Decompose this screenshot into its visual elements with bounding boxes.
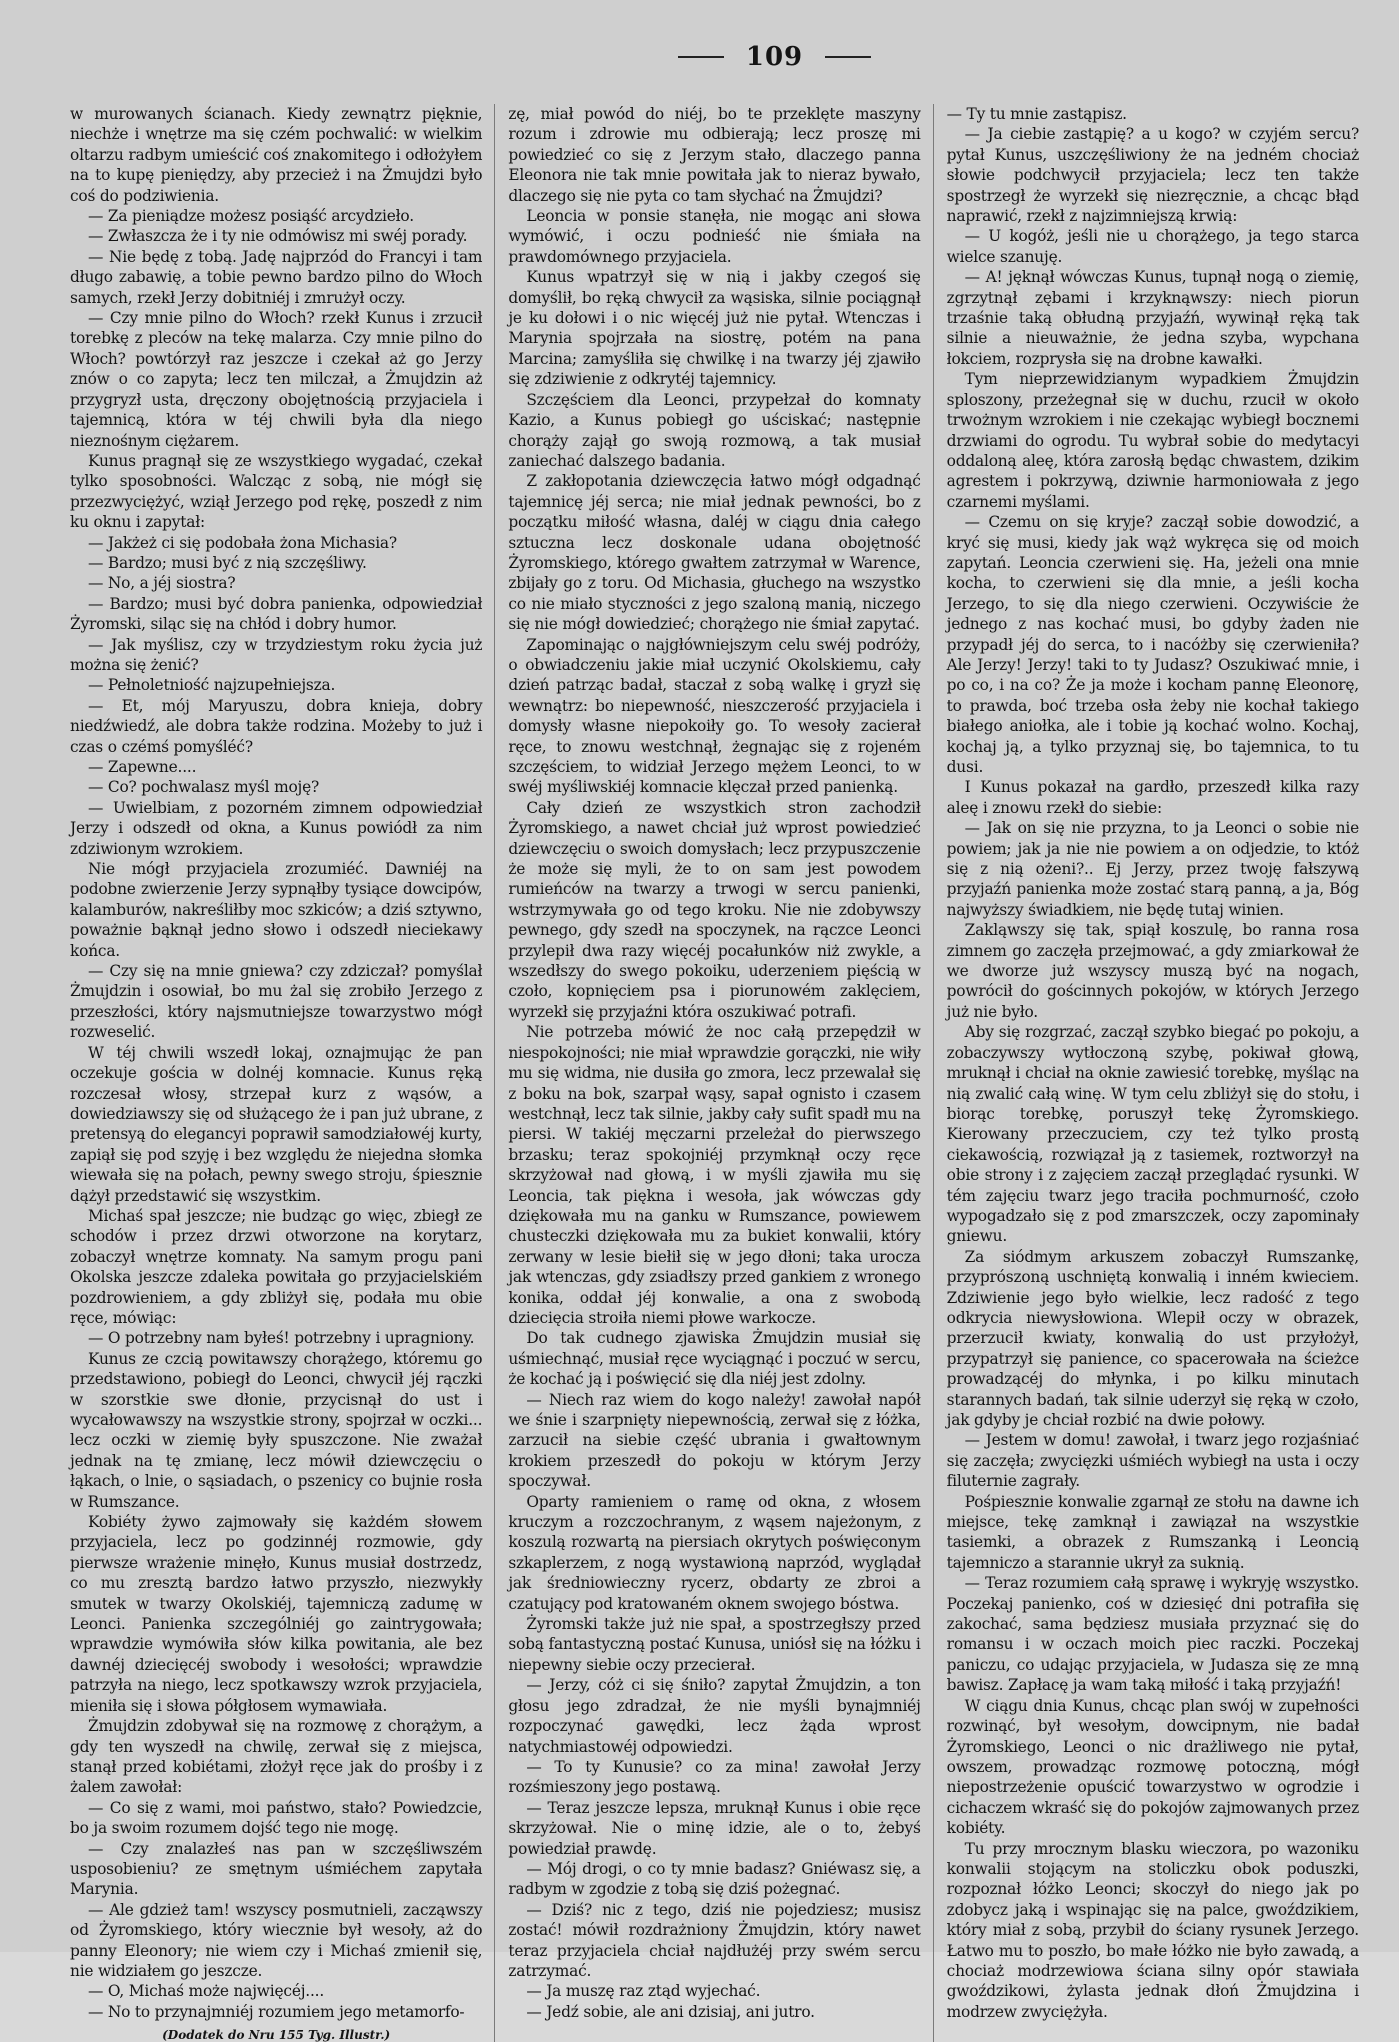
paragraph: — Pełnoletniość najzupełniejsza.: [88, 676, 336, 695]
paragraph: — Jak on się nie przyzna, to ja Leonci o sobie nie powiem; jak ja nie nie powiem a on odjedzie, to któż się z nią ożeni?.. Ej Jerzy, przez twoję fałszywą przyjaźń panienka może zostać starą panną, a ja, Bóg najwyższy świadkiem, nie będę tutaj winien.: [946, 819, 1359, 919]
paragraph: Kunus wpatrzył się w nią i jakby czegoś się domyślił, bo ręką chwycił za wąsiska, silnie pociągnął je ku dołowi i o nic więcéj już nie pytał. Wtenczas i Marynia spojrzała na siostrę, potém na pana Marcina; zamyśliła się chwilkę i na twarzy jéj zjawiło się zdziwienie z odkrytéj tajemnicy.: [508, 268, 921, 389]
paragraph: W téj chwili wszedł lokaj, oznajmując że pan oczekuje gościa w dolnéj komnacie. Kunus ręką rozczesał włosy, strzepał kurz z wąsów, a dowiedziawszy się od służącego że i pan już ubrane, z pretensyą do elegancyi poprawił samodziałowéj kurty, zapiął się pod szyję i bez względu że niejedna słomka wiewała się na połach, pewny swego stroju, śpiesznie dążył przedstawić się wszystkim.: [70, 1043, 483, 1205]
paragraph: — No, a jéj siostra?: [88, 574, 236, 593]
paragraph: — Bardzo; musi być dobra panienka, odpowiedział Żyromski, siląc się na chłód i dobry humor.: [70, 594, 483, 634]
paragraph: — Teraz rozumiem całą sprawę i wykryję wszystko. Poczekaj panienko, coś w dziesięć dni potrafiła się zakochać, sama będziesz musiała przyznać się do romansu i w oczach moich piec raczki. Poczekaj paniczu, co udając przyjaciela, w Judasza się ze mną bawisz. Zapłacę ja wam taką miłość i taką przyjaźń!: [946, 1574, 1359, 1695]
paragraph: Tu przy mrocznym blasku wieczora, po wazoniku konwalii stojącym na stoliczku obok poduszki, rozpoznał łóżko Leonci; skoczył do niego jak po zdobycz jaką i wspinając się na palce, gwoździkiem, który miał z sobą, przybił do ściany rysunek Jerzego. Łatwo mu to poszło, bo małe łóżko nie było zawadą, a chociaż modrzewiowa ściana silny opór stawiała gwoździkowi, żylasta jednak dłoń Żmujdzina i modrzew zwyciężyła.: [946, 1839, 1359, 2021]
paragraph: Kunus ze czcią powitawszy chorążego, któremu go przedstawiono, pobiegł do Leonci, chwycił jéj rączki w szorstkie swe dłonie, przycisnął do ust i wycałowawszy na wszystkie strony, spojrzał w oczki... lecz oczki w ziemię były spuszczone. Nie zważał jednak na tę zmianę, lecz mówił dziewczęciu o łąkach, o lnie, o sąsiadach, o pszenicy co bujnie rosła w Rumszance.: [70, 1349, 483, 1511]
paragraph: — Zwłaszcza że i ty nie odmówisz mi swéj porady.: [88, 227, 468, 246]
text-columns: [70, 104, 1359, 2042]
paragraph: Michaś spał jeszcze; nie budząc go więc, zbiegł ze schodów i przez drzwi otworzone na korytarz, zobaczył wnętrze komnaty. Na samym progu pani Okolska jeszcze zdaleka powitała go przyjacielskiém pozdrowieniem, a gdy zbliżył się, podała mu obie ręce, mówiąc:: [70, 1206, 483, 1327]
paragraph: Żyromski także już nie spał, a spostrzegłszy przed sobą fantastyczną postać Kunusa, uniósł się na łóżku i niepewny siebie oczy przecierał.: [508, 1615, 921, 1674]
paragraph: Do tak cudnego zjawiska Żmujdzin musiał się uśmiechnąć, musiał ręce wyciągnąć i poczuć w sercu, że kochać ją i poświęcić się dla niéj jest zdolny.: [508, 1329, 921, 1389]
paragraph: — Jedź sobie, ale ani dzisiaj, ani jutro.: [526, 2002, 815, 2021]
paragraph: Za siódmym arkuszem zobaczył Rumszankę, przyprószoną uschniętą konwalią i inném kwieciem. Zdziwienie jego było wielkie, lecz radość z tego odkrycia niewysłowiona. Wlepił oczy w obrazek, przerzucił kwiaty, konwalią do ust przyłożył, przypatrzył się panience, co spacerowała na ścieżce prowadzącéj do młynka, i po kilku minutach starannych badań, tak silnie uderzył się ręką w czoło, jak gdyby je chciał rozbić na dwie połowy.: [946, 1247, 1359, 1429]
paragraph: Leoncia w ponsie stanęła, nie mogąc ani słowa wymówić, i oczu podnieść nie śmiała na prawdomównego przyjaciela.: [508, 207, 921, 266]
paragraph: — Jakżeż ci się podobała żona Michasia?: [88, 533, 397, 552]
header-rule-left: [678, 56, 724, 58]
paragraph: — Czemu on się kryje? zaczął sobie dowodzić, a kryć się musi, kiedy jak wąż wykręca się od moich zapytań. Leoncia czerwieni się. Ha, jeżeli ona mnie kocha, to czerwieni się dla mnie, a jeśli kocha Jerzego, to się dla niego czerwieni. Oczywiście że jednego z nas kochać musi, bo gdyby żaden nie przypadł jéj do serca, to i nacóżby się czerwieniła? Ale Jerzy! Jerzy! taki to ty Judasz? Oszukiwać mnie, i po co, i na co? Że ja może i kocham pannę Eleonorę, to prawda, boć trzeba osła żeby nie kochał takiego białego aniołka, ale i tobie ją kochać wolno. Kochaj, kochaj ją, a tylko przyznaj się, bo tajemnica, to tu dusi.: [946, 513, 1359, 776]
page-header: [190, 42, 1359, 72]
paragraph: — Et, mój Maryuszu, dobra knieja, dobry niedźwiedź, ale dobra także rodzina. Możeby to już i czas o czémś pomyśléć?: [70, 696, 483, 756]
paragraph: zę, miał powód do niéj, bo te przeklęte maszyny rozum i zdrowie mu odbierają; lecz proszę mi powiedzieć co się z Jerzym stało, dlaczego panna Eleonora nie tak mnie powitała jak to nieraz bywało, dlaczego się nie pyta co tam słychać na Żmujdzi?: [508, 105, 921, 205]
paragraph: Żmujdzin zdobywał się na rozmowę z chorążym, a gdy ten wyszedł na chwilę, zerwał się z miejsca, stanął przed kobiétami, złożył ręce jak do prośby i z żalem zawołał:: [70, 1717, 483, 1797]
paragraph: — Za pieniądze możesz posiąść arcydzieło.: [88, 207, 414, 226]
paragraph: Pośpiesznie konwalie zgarnął ze stołu na dawne ich miejsce, tekę zamknął i zawiązał na wszystkie tasiemki, a obrazek z Rumszanką i Leoncią tajemniczo a starannie ukrył za suknią.: [946, 1492, 1359, 1572]
paragraph: Tym nieprzewidzianym wypadkiem Żmujdzin sploszony, przeżegnał się w duchu, rzucił w około trwożnym wzrokiem i nie czekając wybiegł bocznemi drzwiami do ogrodu. Tu wybrał sobie do medytacyi oddaloną aleę, która zarosłą będąc chwastem, dzikim agrestem i pokrzywą, dziwnie harmoniowała z jego czarnemi myślami.: [946, 370, 1359, 511]
paragraph: — O potrzebny nam byłeś! potrzebny i upragniony.: [88, 1329, 475, 1348]
paragraph: Z zakłopotania dziewczęcia łatwo mógł odgadnąć tajemnicę jéj serca; nie miał jednak pewności, bo z początku miłość własna, daléj w ciągu dnia całego sztuczna lecz doskonale udana obojętność Żyromskiego, którego gwałtem zatrzymał w Warence, zbijały go z toru. Od Michasia, głuchego na wszystko co nie miało styczności z jego szaloną manią, niczego się nie mógł dowiedzieć; chorążego nie śmiał zapytać.: [508, 472, 921, 634]
paragraph: Kobiéty żywo zajmowały się każdém słowem przyjaciela, lecz po godzinnéj rozmowie, gdy pierwsze wrażenie minęło, Kunus musiał dostrzedz, co mu zresztą bardzo łatwo przyszło, niezwykły smutek w twarzy Okolskiéj, tajemniczą zadumę w Leonci. Panienka szczególniéj go zaintrygowała; wprawdzie wymówiła słów kilka powitania, ale bez dawnéj dziecięcéj swobody i wesołości; wprawdzie patrzyła na niego, lecz spotkawszy wzrok przyjaciela, mieniła się i słowa półgłosem wymawiała.: [70, 1513, 483, 1715]
paragraph: — Uwielbiam, z pozorném zimnem odpowiedział Jerzy i odszedł od okna, a Kunus powiódł za nim zdziwionym wzrokiem.: [70, 798, 483, 858]
paragraph: Aby się rozgrzać, zaczął szybko biegać po pokoju, a zobaczywszy wytłoczoną szybę, pokiwał głową, mruknął i chciał na oknie zawiesić torebkę, myśląc na nią zwalić całą winę. W tym celu zbliżył się do stołu, i biorąc torebkę, poruszył tekę Żyromskiego. Kierowany przeczuciem, czy też tylko prostą ciekawością, rozwiązał ją z tasiemek, roztworzył na obie strony i z zajęciem zaczął przeglądać rysunki. W tém zajęciu twarz jego traciła pochmurność, czoło wypogadzało się z pod zmarszczek, oczy zapominały gniewu.: [946, 1023, 1359, 1246]
paragraph: — O, Michaś może najwięcéj....: [88, 1982, 325, 2001]
paragraph: Nie mógł przyjaciela zrozumiéć. Dawniéj na podobne zwierzenie Jerzy sypnąłby tysiące dowcipów, kalamburów, nakreśliłby moc szkiców; a dziś sztywno, poważnie bąknął jedno słowo i odszedł nieciekawy końca.: [70, 860, 483, 960]
paragraph: — Bardzo; musi być z nią szczęśliwy.: [88, 553, 367, 572]
column-right: [947, 104, 1359, 2042]
paragraph: — Ja muszę raz ztąd wyjechać.: [526, 1982, 761, 2001]
paragraph: — Niech raz wiem do kogo należy! zawołał napół we śnie i szarpnięty niepewnością, zerwał się z łóżka, zarzucił na siebie część ubrania i gwałtownym krokiem przeszedł do pokoju w którym Jerzy spoczywał.: [508, 1390, 921, 1491]
paragraph: Zakląwszy się tak, spiął koszulę, bo ranna rosa zimnem go zaczęła przejmować, a gdy zmiarkował że we dworze już wszyscy muszą być na nogach, powrócił do gościnnych pokojów, w których Jerzego już nie było.: [946, 921, 1359, 1021]
paragraph: — Ja ciebie zastąpię? a u kogo? w czyjém sercu? pytał Kunus, uszczęśliwiony że na jedném chociaż słowie podchwycił przyjaciela; lecz ten także spostrzegł że wyrzekł się niezręcznie, a chcąc błąd naprawić, rzekł z najzimniejszą krwią:: [946, 125, 1359, 226]
paragraph: — U kogóż, jeśli nie u chorążego, ja tego starca wielce szanuję.: [946, 227, 1359, 266]
paragraph: — Jestem w domu! zawołał, i twarz jego rozjaśniać się zaczęła; zwycięzki uśmiéch wybiegł na usta i oczy filuternie zagrały.: [946, 1431, 1359, 1491]
paragraph: — Czy znalazłeś nas pan w szczęśliwszém usposobieniu? ze smętnym uśmiéchem zapytała Marynia.: [70, 1839, 483, 1899]
paragraph: — Jak myślisz, czy w trzydziestym roku życia już można się żenić?: [70, 635, 483, 674]
paragraph: — Czy mnie pilno do Włoch? rzekł Kunus i zrzucił torebkę z pleców na tekę malarza. Czy mnie pilno do Włoch? powtórzył raz jeszcze i czekał aż go Jerzy znów o co zapyta; lecz ten milczał, a Żmujdzin aż przygryzł usta, dręczony obojętnością przyjaciela i tajemnicą, która w téj chwili była dla niego nieznośnym ciężarem.: [70, 309, 483, 450]
paragraph: — Ale gdzież tam! wszyscy posmutnieli, zacząwszy od Żyromskiego, który wiecznie był wesoły, aż do panny Eleonory; nie wiem czy i Michaś zmienił się, nie widziałem go jeszcze.: [70, 1900, 483, 1980]
paragraph: Oparty ramieniem o ramę od okna, z włosem kruczym a rozczochranym, z wąsem najeżonym, z koszulą rozwartą na piersiach okrytych poświęconym szkaplerzem, z nogą wystawioną naprzód, wyglądał jak średniowieczny rycerz, obdarty ze zbroi a czatujący pod kratowaném oknem swojego bóstwa.: [508, 1492, 921, 1613]
paragraph: W ciągu dnia Kunus, chcąc plan swój w zupełności rozwinąć, był wesołym, dowcipnym, nie badał Żyromskiego, Leonci o nic drażliwego nie pytał, owszem, prowadząc rozmowę potoczną, mógł niepostrzeżenie opuścić towarzystwo w ogrodzie i cichaczem wkraść się do pokojów zajmowanych przez kobiéty.: [946, 1696, 1359, 1838]
paragraph: — No to przynajmniéj rozumiem jego metamorfo-: [88, 2002, 465, 2021]
paragraph: — To ty Kunusie? co za mina! zawołał Jerzy rozśmieszony jego postawą.: [508, 1757, 921, 1797]
paragraph: Kunus pragnął się ze wszystkiego wygadać, czekał tylko sposobności. Walcząc z sobą, nie mógł się przezwyciężyć, wziął Jerzego pod rękę, poszedł z nim ku oknu i zapytał:: [70, 451, 483, 532]
paragraph: w murowanych ścianach. Kiedy zewnątrz pięknie, niechże i wnętrze ma się czém pochwalić: w wielkim oltarzu radbym umieścić coś znakomitego i odłożyłem na to kupę pieniędzy, aby przecież i na Żmujdzi było coś do podziwienia.: [70, 105, 483, 205]
paragraph: — Co się z wami, moi państwo, stało? Powiedzcie, bo ja swoim rozumem dojść tego nie mogę.: [70, 1798, 483, 1838]
paragraph: — Ty tu mnie zastąpisz.: [946, 105, 1127, 123]
paragraph: — Dziś? nic z tego, dziś nie pojedziesz; musisz zostać! mówił rozdrażniony Żmujdzin, który nawet teraz przyjaciela chciał najdłużéj przy swém sercu zatrzymać.: [508, 1900, 921, 1980]
paragraph: — Teraz jeszcze lepsza, mruknął Kunus i obie ręce skrzyżował. Nie o minę idzie, ale o to, żebyś powiedział prawdę.: [508, 1798, 921, 1858]
paragraph: — Zapewne....: [88, 758, 197, 776]
column-left: [70, 104, 482, 2042]
header-rule-right: [825, 56, 871, 58]
paragraph: Nie potrzeba mówić że noc całą przepędził w niespokojności; nie miał wprawdzie gorączki, nie wiły mu się widma, nie dusiła go zmora, lecz przewalał się z boku na bok, szarpał wąsy, sapał ognisto i czasem westchnął, lecz tak silnie, jakby cały sufit spadł mu na piersi. W takiéj męczarni przeleżał do pierwszego brzasku; teraz spokojniéj przymknął oczy ręce skrzyżował nad głową, i w myśli zjawiła mu się Leoncia, tak piękna i wesoła, jak wówczas gdy dziękowała mu na ganku w Rumszance, powiewem chusteczki dziękowała mu za bukiet konwalii, który zerwany w lesie biełił się w jego dłoni; taka urocza jak wtenczas, gdy zsiadłszy przed gankiem z wronego konika, oddał jéj konwalie, a ona z swobodą dziecięcia stroiła niemi płowe warkocze.: [508, 1023, 921, 1327]
paragraph: — Jerzy, cóż ci się śniło? zapytał Żmujdzin, a ton głosu jego zdradzał, że nie myśli bynajmniéj rozpoczynać gawędki, lecz żąda wprost natychmiastowéj odpowiedzi.: [508, 1676, 921, 1756]
paragraph: — Czy się na mnie gniewa? czy zdziczał? pomyślał Żmujdzin i osowiał, bo mu żal się zrobiło Jerzego z przeszłości, który najsmutniejsze towarzystwo mógł rozweselić.: [70, 962, 483, 1042]
paragraph: Szczęściem dla Leonci, przypełzał do komnaty Kazio, a Kunus pobiegł go uściskać; następnie chorąży zajął go swoją rozmową, a tak musiał zaniechać dalszego badania.: [508, 390, 921, 470]
paragraph: Zapominając o najgłówniejszym celu swéj podróży, o obwiadczeniu jakie miał uczynić Okolskiemu, cały dzień patrząc badał, staczał z sobą walkę i gryzł się wewnątrz: bo niepewność, nieszczerość przyjaciela i domysły własne niepokoiły go. To wesoły zacierał ręce, to znowu westchnął, żegnając się z rojeném szczęściem, to widział Jerzego mężem Leonci, to w swéj myśliwskiéj komnacie klęczał przed panienką.: [508, 635, 921, 797]
paragraph: — A! jęknął wówczas Kunus, tupnął nogą o ziemię, zgrzytnął zębami i krzyknąwszy: niech piorun trzaśnie taką obłudną przyjaźń, wywinął ręką tak silnie a nieuważnie, że jedna szyba, wypchana łokciem, rozprysła się na drobne kawałki.: [946, 268, 1359, 368]
page-number: 109: [745, 42, 804, 72]
paragraph: I Kunus pokazał na gardło, przeszedł kilka razy aleę i znowu rzekł do siebie:: [946, 778, 1359, 817]
column-middle: [508, 104, 920, 2042]
paragraph: — Mój drogi, o co ty mnie badasz? Gniéwasz się, a radbym w zgodzie z tobą się dziś pożegnać.: [508, 1859, 921, 1899]
paragraph: — Co? pochwalasz myśl moję?: [88, 778, 320, 797]
paragraph: — Nie będę z tobą. Jadę najprzód do Francyi i tam długo zabawię, a tobie pewno bardzo pilno do Włoch samych, rzekł Jerzy dobitniéj i zmrużył oczy.: [70, 247, 483, 307]
paragraph: Cały dzień ze wszystkich stron zachodził Żyromskiego, a nawet chciał już wprost powiedzieć dziewczęciu o swoich domysłach; lecz przypuszczenie że może się myli, że to on sam jest powodem rumieńców na twarzy a trwogi w sercu panienki, wstrzymywała go od tego kroku. Nie nie zdobywszy pewnego, gdy szedł na spoczynek, na rączce Leonci przylepił dwa razy więcéj pocałunków niż zwykle, a wszedłszy do swego pokoiku, uderzeniem pięścią w czoło, kopnięciem psa i piorunowém zaklęciem, wyrzekł się przyjaźni która oszukiwać potrafi.: [508, 798, 921, 1021]
supplement-footnote: (Dodatek do Nru 155 Tyg. Illustr.): [162, 2028, 391, 2042]
